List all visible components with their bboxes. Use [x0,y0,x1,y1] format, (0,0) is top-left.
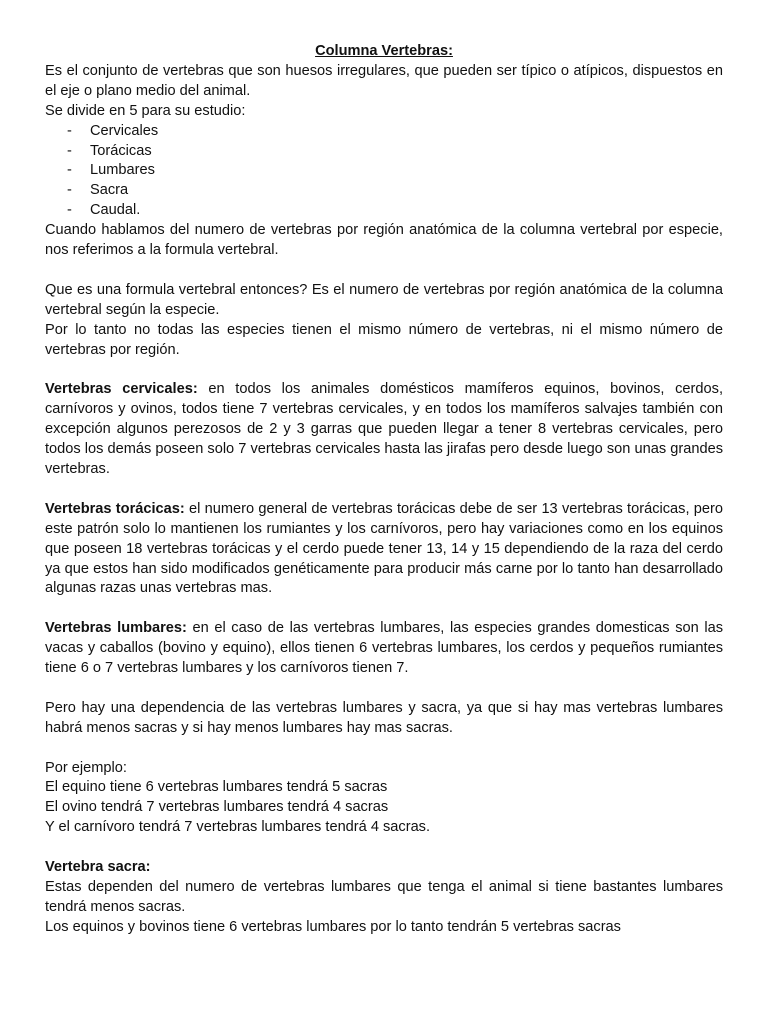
dependencia-paragraph: Pero hay una dependencia de las vertebras lumbares y sacra, ya que si hay mas vertebras lumbares habrá menos sacras y si hay menos lumbares hay mas sacras. [45,699,723,736]
list-item [45,201,723,221]
list-item [45,161,723,181]
toracicas-paragraph [45,500,723,600]
cervicales-paragraph [45,380,723,480]
sacra-paragraph: Estas dependen del numero de vertebras lumbares que tenga el animal si tiene bastantes lumbares tendrá menos sacras. [45,878,723,915]
sacra-heading: Vertebra sacra: [45,859,151,876]
list-dash: - [67,162,72,179]
toracicas-heading: Vertebras torácicas: [45,500,185,517]
formula-question-paragraph: Que es una formula vertebral entonces? Es el numero de vertebras por región anatómica de la columna vertebral según la especie. [45,281,723,318]
ejemplo-label: Por ejemplo: [45,759,127,776]
list-item-label: Caudal. [90,202,141,219]
list-dash: - [67,122,72,139]
list-item-label: Torácicas [90,142,152,159]
divide-text: Se divide en 5 para su estudio: [45,102,246,119]
list-item-label: Sacra [90,182,129,199]
lumbares-paragraph [45,619,723,679]
formula-intro-paragraph: Cuando hablamos del numero de vertebras por región anatómica de la columna vertebral por especie, nos referimos a la formula vertebral. [45,222,723,259]
list-item-label: Cervicales [90,122,159,139]
ejemplo-line: El equino tiene 6 vertebras lumbares tendrá 5 sacras [45,779,388,796]
document-title: Columna Vertebras: [315,43,453,59]
list-item-label: Lumbares [90,162,155,179]
intro-paragraph: Es el conjunto de vertebras que son huesos irregulares, que pueden ser típico o atípicos, dispuestos en el eje o plano medio del animal. [45,62,723,99]
cervicales-heading: Vertebras cervicales: [45,381,198,398]
sacra-paragraph-2: Los equinos y bovinos tiene 6 vertebras lumbares por lo tanto tendrán 5 vertebras sacras [45,918,621,935]
lumbares-text: en el caso de las vertebras lumbares, las especies grandes domesticas son las vacas y caballos (bovino y equino), ellos tienen 6 vertebras lumbares, los cerdos y pequeños rumiantes tiene 6 o 7 vertebras lumbares y los carnívoros tienen 7. [45,620,723,677]
list-dash: - [67,142,72,159]
ejemplo-line: Y el carnívoro tendrá 7 vertebras lumbares tendrá 4 sacras. [45,819,431,836]
list-dash: - [67,202,72,219]
formula-note-paragraph: Por lo tanto no todas las especies tienen el mismo número de vertebras, ni el mismo número de vertebras por región. [45,321,723,358]
list-item [45,122,723,142]
list-dash: - [67,182,72,199]
toracicas-text: el numero general de vertebras torácicas debe de ser 13 vertebras torácicas, pero este patrón solo lo mantienen los rumiantes y los carnívoros, pero hay variaciones como en los equinos que poseen 18 vertebras torácicas y el cerdo puede tener 13, 14 y 15 dependiendo de la raza del cerdo ya que estos han sido modificados genéticamente para producir más carne por lo tanto han desarrollado algunas razas unas vertebras mas. [45,500,723,597]
lumbares-heading: Vertebras lumbares: [45,620,187,637]
regions-list [45,122,723,222]
document-page [45,42,723,938]
list-item [45,142,723,162]
ejemplo-line: El ovino tendrá 7 vertebras lumbares tendrá 4 sacras [45,799,389,816]
cervicales-text: en todos los animales domésticos mamíferos equinos, bovinos, cerdos, carnívoros y ovinos, todos tiene 7 vertebras cervicales, y en todos los mamíferos salvajes también con excepción algunos perezosos de 2 y 3 garras que pueden llegar a tener 8 vertebras cervicales, pero todos los demás poseen solo 7 vertebras cervicales hasta las jirafas pero desde luego son unas grandes vertebras. [45,381,723,477]
list-item [45,181,723,201]
